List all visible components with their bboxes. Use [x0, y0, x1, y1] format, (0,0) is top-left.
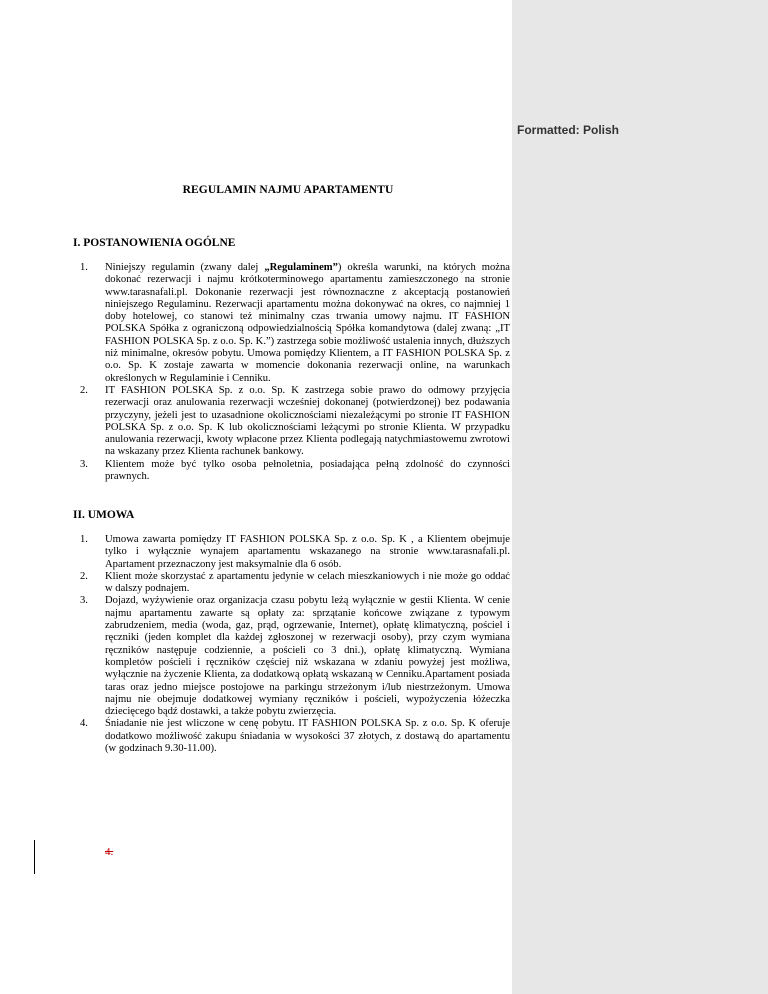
list-number: 4. [80, 718, 88, 730]
section-2-list [80, 534, 510, 755]
list-text: Śniadanie nie jest wliczone w cenę pobytu. IT FASHION POLSKA Sp. z o.o. Sp. K oferuje dodatkowo możliwość zakupu śniadania w wysokości 37 złotych, z dostawą do apartamentu (w godzinach 9.30-11.00). [105, 718, 510, 755]
list-item [80, 459, 510, 484]
comment-label: Formatted: Polish [517, 123, 620, 137]
section-heading-1: I. POSTANOWIENIA OGÓLNE [73, 237, 236, 249]
list-text: ) określa warunki, na których można dokonać rezerwacji i najmu krótkoterminowego apartamentu zamieszczonego na stronie www.tarasnafali.pl. Dokonanie rezerwacji jest równoznaczne z akceptacją postanowień niniejszego Regulaminu. Rezerwacji apartamentu można dokonywać na okres, co najmniej 1 doby hotelowej, co stanowi też minimalny czas trwania umowy najmu. IT FASHION POLSKA Spółka z ograniczoną odpowiedzialnością Spółka komandytowa (dalej zwaną: „IT FASHION POLSKA Sp. z o.o. Sp. K.”) zastrzega sobie możliwość ustalenia innych, dłuższych niż minimalne, okresów pobytu. Umowa pomiędzy Klientem, a IT FASHION POLSKA Sp. z o.o. Sp. K zostaje zawarta w momencie dokonania rezerwacji online, na warunkach określonych w Regulaminie i Cenniku. [105, 262, 510, 384]
list-item [80, 534, 510, 571]
list-number: 2. [80, 384, 88, 396]
list-item [80, 718, 510, 755]
list-text: Umowa zawarta pomiędzy IT FASHION POLSKA Sp. z o.o. Sp. K , a Klientem obejmuje tylko i wyłącznie wynajem apartamentu wskazanego na stronie www.tarasnafali.pl. Apartament przeznaczony jest maksymalnie dla 6 osób. [105, 534, 510, 570]
list-number: 1. [80, 262, 88, 273]
section-1-list [80, 262, 510, 483]
list-number: 3. [80, 595, 88, 607]
list-item [80, 571, 510, 596]
deleted-list-marker: 4. [105, 846, 114, 858]
list-text-bold: „Regulaminem” [264, 262, 338, 273]
section-heading-2: II. UMOWA [73, 509, 135, 521]
list-item [80, 595, 510, 718]
list-item [80, 385, 510, 459]
list-number: 1. [80, 534, 88, 545]
list-text: Niniejszy regulamin (zwany dalej [105, 262, 265, 273]
tracked-change-bar [34, 840, 35, 874]
comment-pane [512, 0, 768, 994]
list-number: 3. [80, 458, 88, 470]
document-title: REGULAMIN NAJMU APARTAMENTU [182, 184, 394, 196]
list-text: Dojazd, wyżywienie oraz organizacja czasu pobytu leżą wyłącznie w gestii Klienta. W cenie najmu apartamentu zawarte są opłaty za: sprzątanie końcowe związane z typowym zabrudzeniem, media (woda, gaz, prąd, ogrzewanie, Internet), opłatę klimatyczną, pościel i ręczniki (jeden komplet dla każdej zgłoszonej w rezerwacji osoby), przy czym wymiana ręczników następuje codziennie, a pościeli co 3 dni.), opłatę klimatyczną. Wymiana kompletów pościeli i ręczników częściej niż wskazana w zdaniu powyżej jest możliwa, wyłącznie na życzenie Klienta, za dodatkową opłatą wskazaną w Cenniku.Apartament posiada taras oraz jedno miejsce postojowe na parkingu strzeżonym i/lub niestrzeżonym. Umowa najmu nie obejmuje dodatkowej wymiany ręczników i pościeli, wypożyczenia łóżeczka dziecięcego bądź dostawki, a także pobytu zwierzęcia. [105, 595, 510, 718]
list-text: Klientem może być tylko osoba pełnoletnia, posiadająca pełną zdolność do czynności prawnych. [105, 458, 510, 483]
list-item [80, 262, 510, 385]
list-number: 2. [80, 570, 88, 582]
list-text: Klient może skorzystać z apartamentu jedynie w celach mieszkaniowych i nie może go oddać w dalszy podnajem. [105, 570, 510, 595]
list-text: IT FASHION POLSKA Sp. z o.o. Sp. K zastrzega sobie prawo do odmowy przyjęcia rezerwacji oraz anulowania rezerwacji wcześniej dokonanej (potwierdzonej) bez podawania przyczyny, jeżeli jest to uzasadnione okolicznościami niezależącymi po stronie IT FASHION POLSKA Sp. z o.o. Sp. K lub okolicznościami leżącymi po stronie Klienta. W przypadku anulowania rezerwacji, kwoty wpłacone przez Klienta podlegają natychmiastowemu zwrotowi na wskazany przez Klienta rachunek bankowy. [105, 384, 510, 458]
